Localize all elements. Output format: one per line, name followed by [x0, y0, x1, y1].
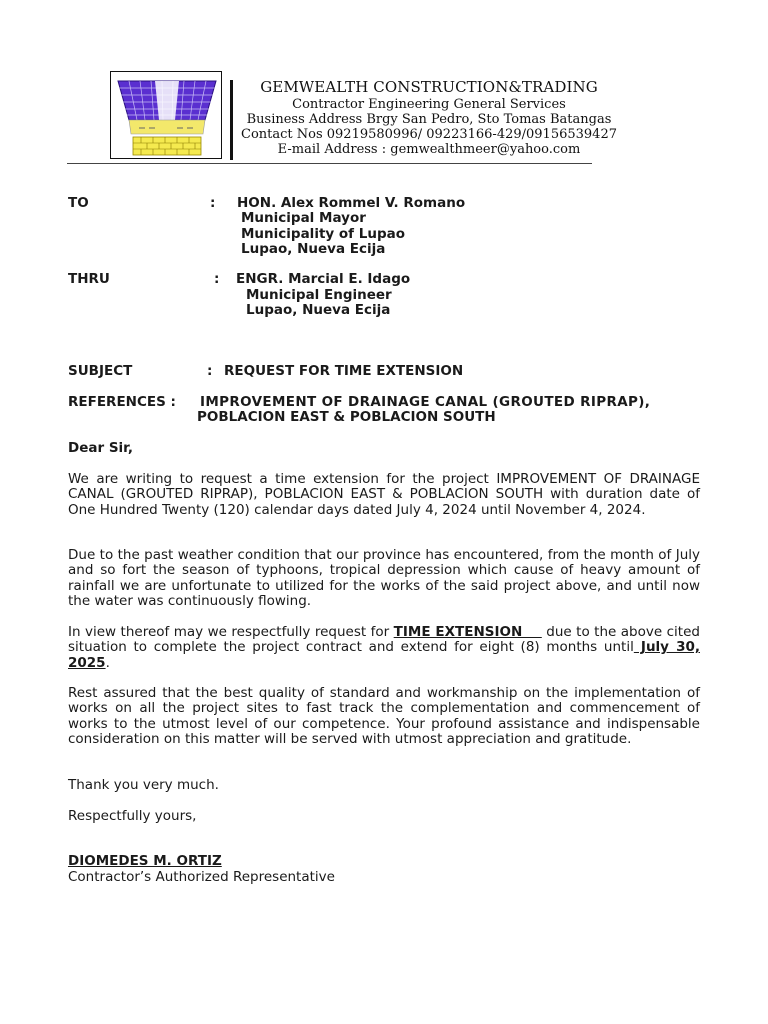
salutation: Dear Sir,: [68, 440, 133, 456]
extension-date-emphasis: July 30, 2025: [68, 639, 700, 671]
subject-label: SUBJECT: [68, 363, 133, 379]
thru-position: Municipal Engineer: [246, 287, 392, 303]
thru-name: ENGR. Marcial E. Idago: [236, 271, 411, 287]
time-extension-emphasis: TIME EXTENSION: [393, 624, 542, 640]
paragraph-1: We are writing to request a time extension for the project IMPROVEMENT OF DRAINAGE CANAL (GROUTED RIPRAP), POBLACION EAST & POBLACION SOUTH with duration date of One Hundred Twenty (120) calendar days dated July 4, 2024 until November 4, 2024.: [68, 471, 700, 518]
paragraph-3-part-c: .: [105, 654, 110, 671]
to-separator: :: [210, 195, 216, 211]
letterhead-divider: [230, 80, 233, 160]
to-recipient-position: Municipal Mayor: [241, 210, 366, 226]
to-label: TO: [68, 195, 89, 211]
paragraph-3-part-b: due to the above cited situation to complete the project contract and extend for eight (8) months until: [68, 624, 700, 656]
company-name: GEMWEALTH CONSTRUCTION&TRADING: [260, 78, 598, 96]
references-label: REFERENCES :: [68, 394, 176, 410]
company-logo: [110, 71, 222, 159]
paragraph-4: Rest assured that the best quality of standard and workmanship on the implementation of works on all the project sites to fast track the complementation and commencement of works to the utmost level of our competence. Your profound assistance and indispensable consideration on this matter will be served with utmost appreciation and gratitude.: [68, 685, 700, 748]
letterhead-rule: [67, 163, 592, 164]
subject-value: REQUEST FOR TIME EXTENSION: [224, 363, 464, 379]
company-contact: Contact Nos 09219580996/ 09223166-429/09156539427: [241, 127, 617, 142]
thru-separator: :: [214, 271, 220, 287]
thru-label: THRU: [68, 271, 110, 287]
paragraph-3-part-a: In view thereof may we respectfully request for: [68, 624, 394, 640]
thanks-line: Thank you very much.: [68, 777, 219, 793]
to-recipient-office: Municipality of Lupao: [241, 226, 406, 242]
building-logo-icon: [111, 72, 223, 160]
letterhead: [240, 78, 618, 157]
thru-address: Lupao, Nueva Ecija: [246, 302, 391, 318]
company-address: Business Address Brgy San Pedro, Sto Tomas Batangas: [246, 112, 612, 127]
paragraph-3: [68, 625, 700, 671]
signatory-title: Contractor’s Authorized Representative: [68, 869, 335, 885]
to-recipient-address: Lupao, Nueva Ecija: [241, 241, 386, 257]
signatory-name: DIOMEDES M. ORTIZ: [68, 853, 222, 869]
company-services: Contractor Engineering General Services: [292, 97, 566, 112]
to-recipient-name: HON. Alex Rommel V. Romano: [237, 195, 466, 211]
paragraph-2: Due to the past weather condition that our province has encountered, from the month of July and so fort the season of typhoons, tropical depression which cause of heavy amount of rainfall we are unfortunate to utilized for the works of the said project above, and until now the water was continuously flowing.: [68, 547, 700, 610]
references-line-1: IMPROVEMENT OF DRAINAGE CANAL (GROUTED RIPRAP),: [200, 394, 651, 410]
closing-line: Respectfully yours,: [68, 808, 197, 824]
company-email: E-mail Address : gemwealthmeer@yahoo.com: [277, 142, 581, 157]
references-line-2: POBLACION EAST & POBLACION SOUTH: [197, 409, 496, 425]
subject-separator: :: [207, 363, 213, 379]
